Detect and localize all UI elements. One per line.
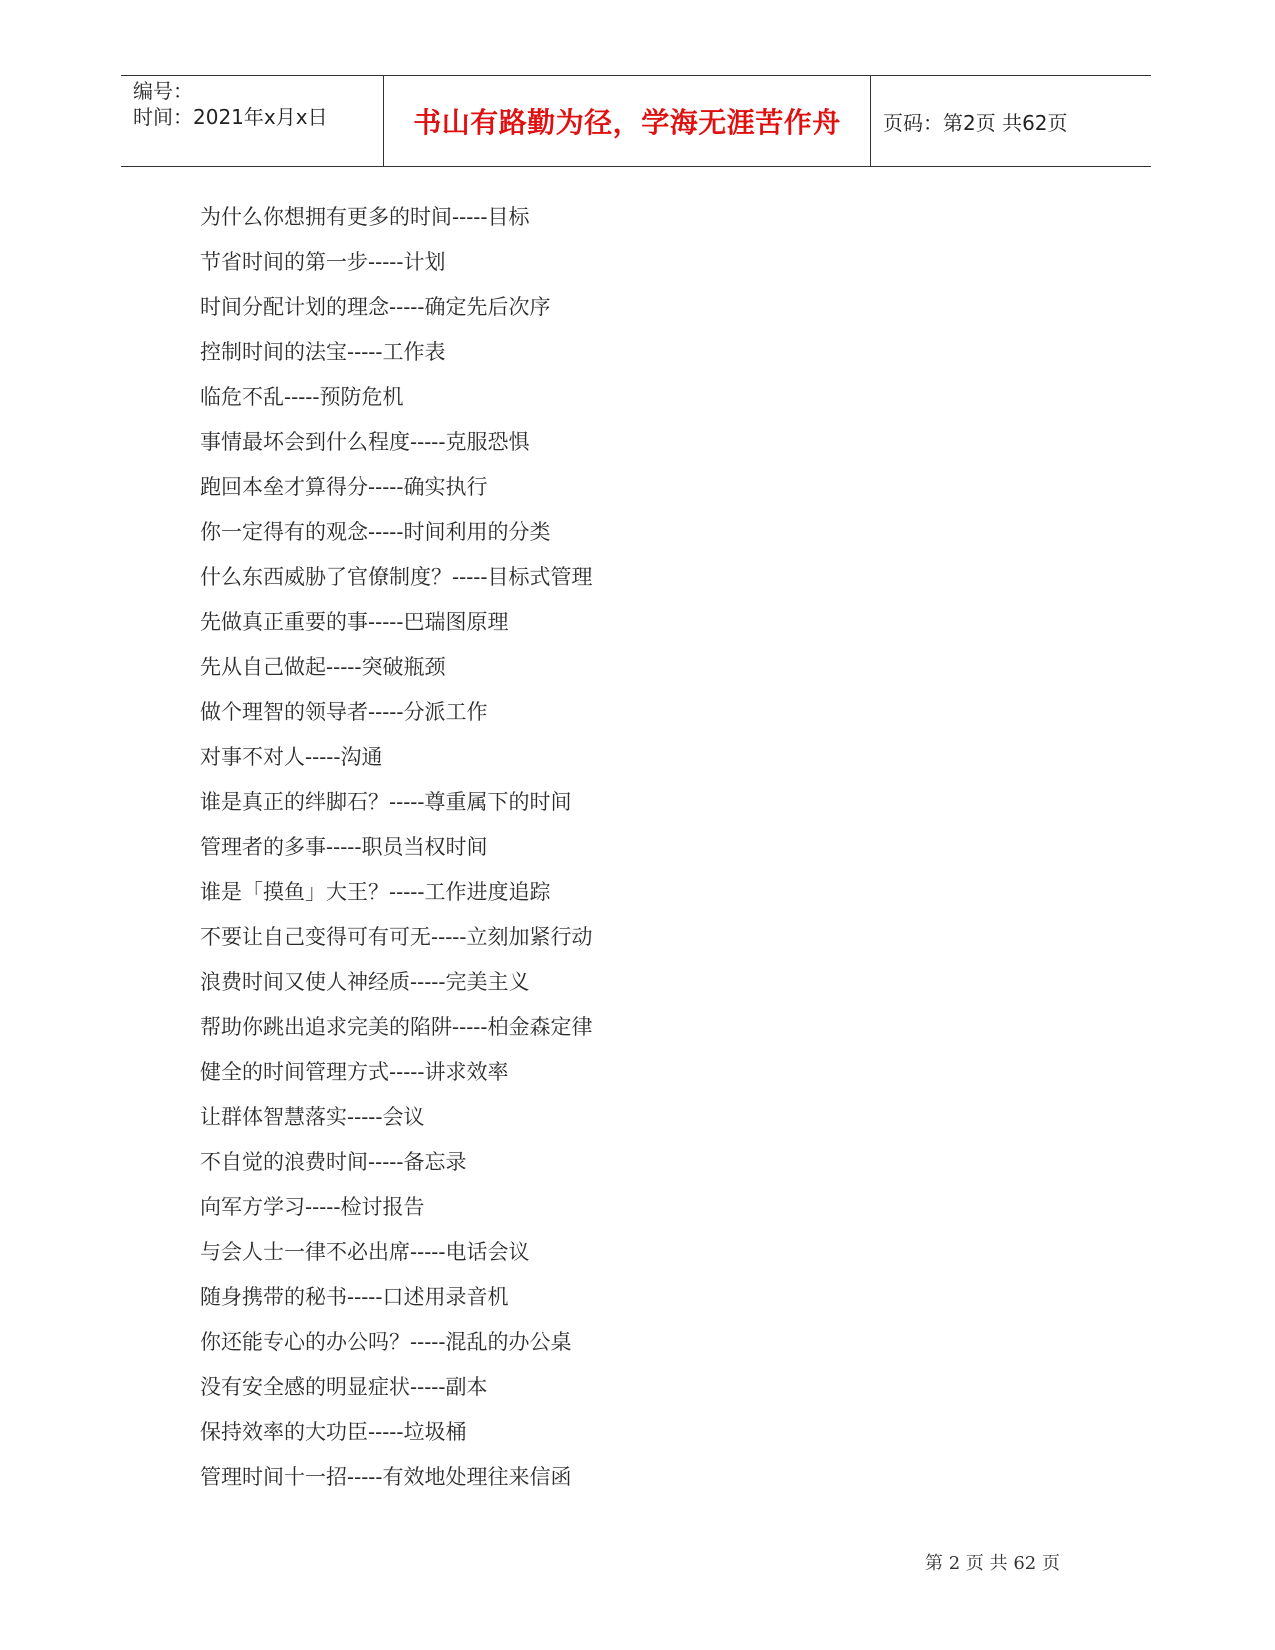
date-label: 时间：2021年x月x日 [133, 105, 328, 129]
list-item: 跑回本垒才算得分-----确实执行 [200, 475, 488, 499]
list-item: 时间分配计划的理念-----确定先后次序 [200, 295, 551, 319]
header-page-number: 页码：第2页 共62页 [883, 110, 1068, 135]
list-item: 管理时间十一招-----有效地处理往来信函 [200, 1465, 572, 1489]
list-item: 不自觉的浪费时间-----备忘录 [200, 1150, 467, 1174]
list-item: 为什么你想拥有更多的时间-----目标 [200, 205, 530, 229]
list-item: 管理者的多事-----职员当权时间 [200, 835, 488, 859]
list-item: 保持效率的大功臣-----垃圾桶 [200, 1420, 467, 1444]
list-item: 什么东西威胁了官僚制度？-----目标式管理 [200, 565, 593, 589]
header-motto-cell [384, 76, 871, 166]
list-item: 不要让自己变得可有可无-----立刻加紧行动 [200, 925, 593, 949]
list-item: 与会人士一律不必出席-----电话会议 [200, 1240, 530, 1264]
list-item: 帮助你跳出追求完美的陷阱-----柏金森定律 [200, 1015, 593, 1039]
list-item: 你还能专心的办公吗？-----混乱的办公桌 [200, 1330, 572, 1354]
list-item: 节省时间的第一步-----计划 [200, 250, 446, 274]
list-item: 做个理智的领导者-----分派工作 [200, 700, 488, 724]
list-item: 随身携带的秘书-----口述用录音机 [200, 1285, 509, 1309]
list-item: 谁是「摸鱼」大王？-----工作进度追踪 [200, 880, 551, 904]
header-info-cell [121, 76, 384, 166]
list-item: 健全的时间管理方式-----讲求效率 [200, 1060, 509, 1084]
list-item: 事情最坏会到什么程度-----克服恐惧 [200, 430, 530, 454]
page-footer: 第 2 页 共 62 页 [925, 1553, 1060, 1574]
list-item: 临危不乱-----预防危机 [200, 385, 404, 409]
content-list [200, 195, 592, 1500]
list-item: 浪费时间又使人神经质-----完美主义 [200, 970, 530, 994]
serial-number-label: 编号： [133, 79, 193, 103]
list-item: 让群体智慧落实-----会议 [200, 1105, 425, 1129]
list-item: 控制时间的法宝-----工作表 [200, 340, 446, 364]
list-item: 向军方学习-----检讨报告 [200, 1195, 425, 1219]
list-item: 谁是真正的绊脚石？-----尊重属下的时间 [200, 790, 572, 814]
list-item: 没有安全感的明显症状-----副本 [200, 1375, 488, 1399]
header-page-cell [871, 76, 1151, 166]
list-item: 你一定得有的观念-----时间利用的分类 [200, 520, 551, 544]
list-item: 对事不对人-----沟通 [200, 745, 383, 769]
document-header [121, 75, 1151, 167]
list-item: 先做真正重要的事-----巴瑞图原理 [200, 610, 509, 634]
list-item: 先从自己做起-----突破瓶颈 [200, 655, 446, 679]
motto-text: 书山有路勤为径，学海无涯苦作舟 [413, 106, 841, 139]
